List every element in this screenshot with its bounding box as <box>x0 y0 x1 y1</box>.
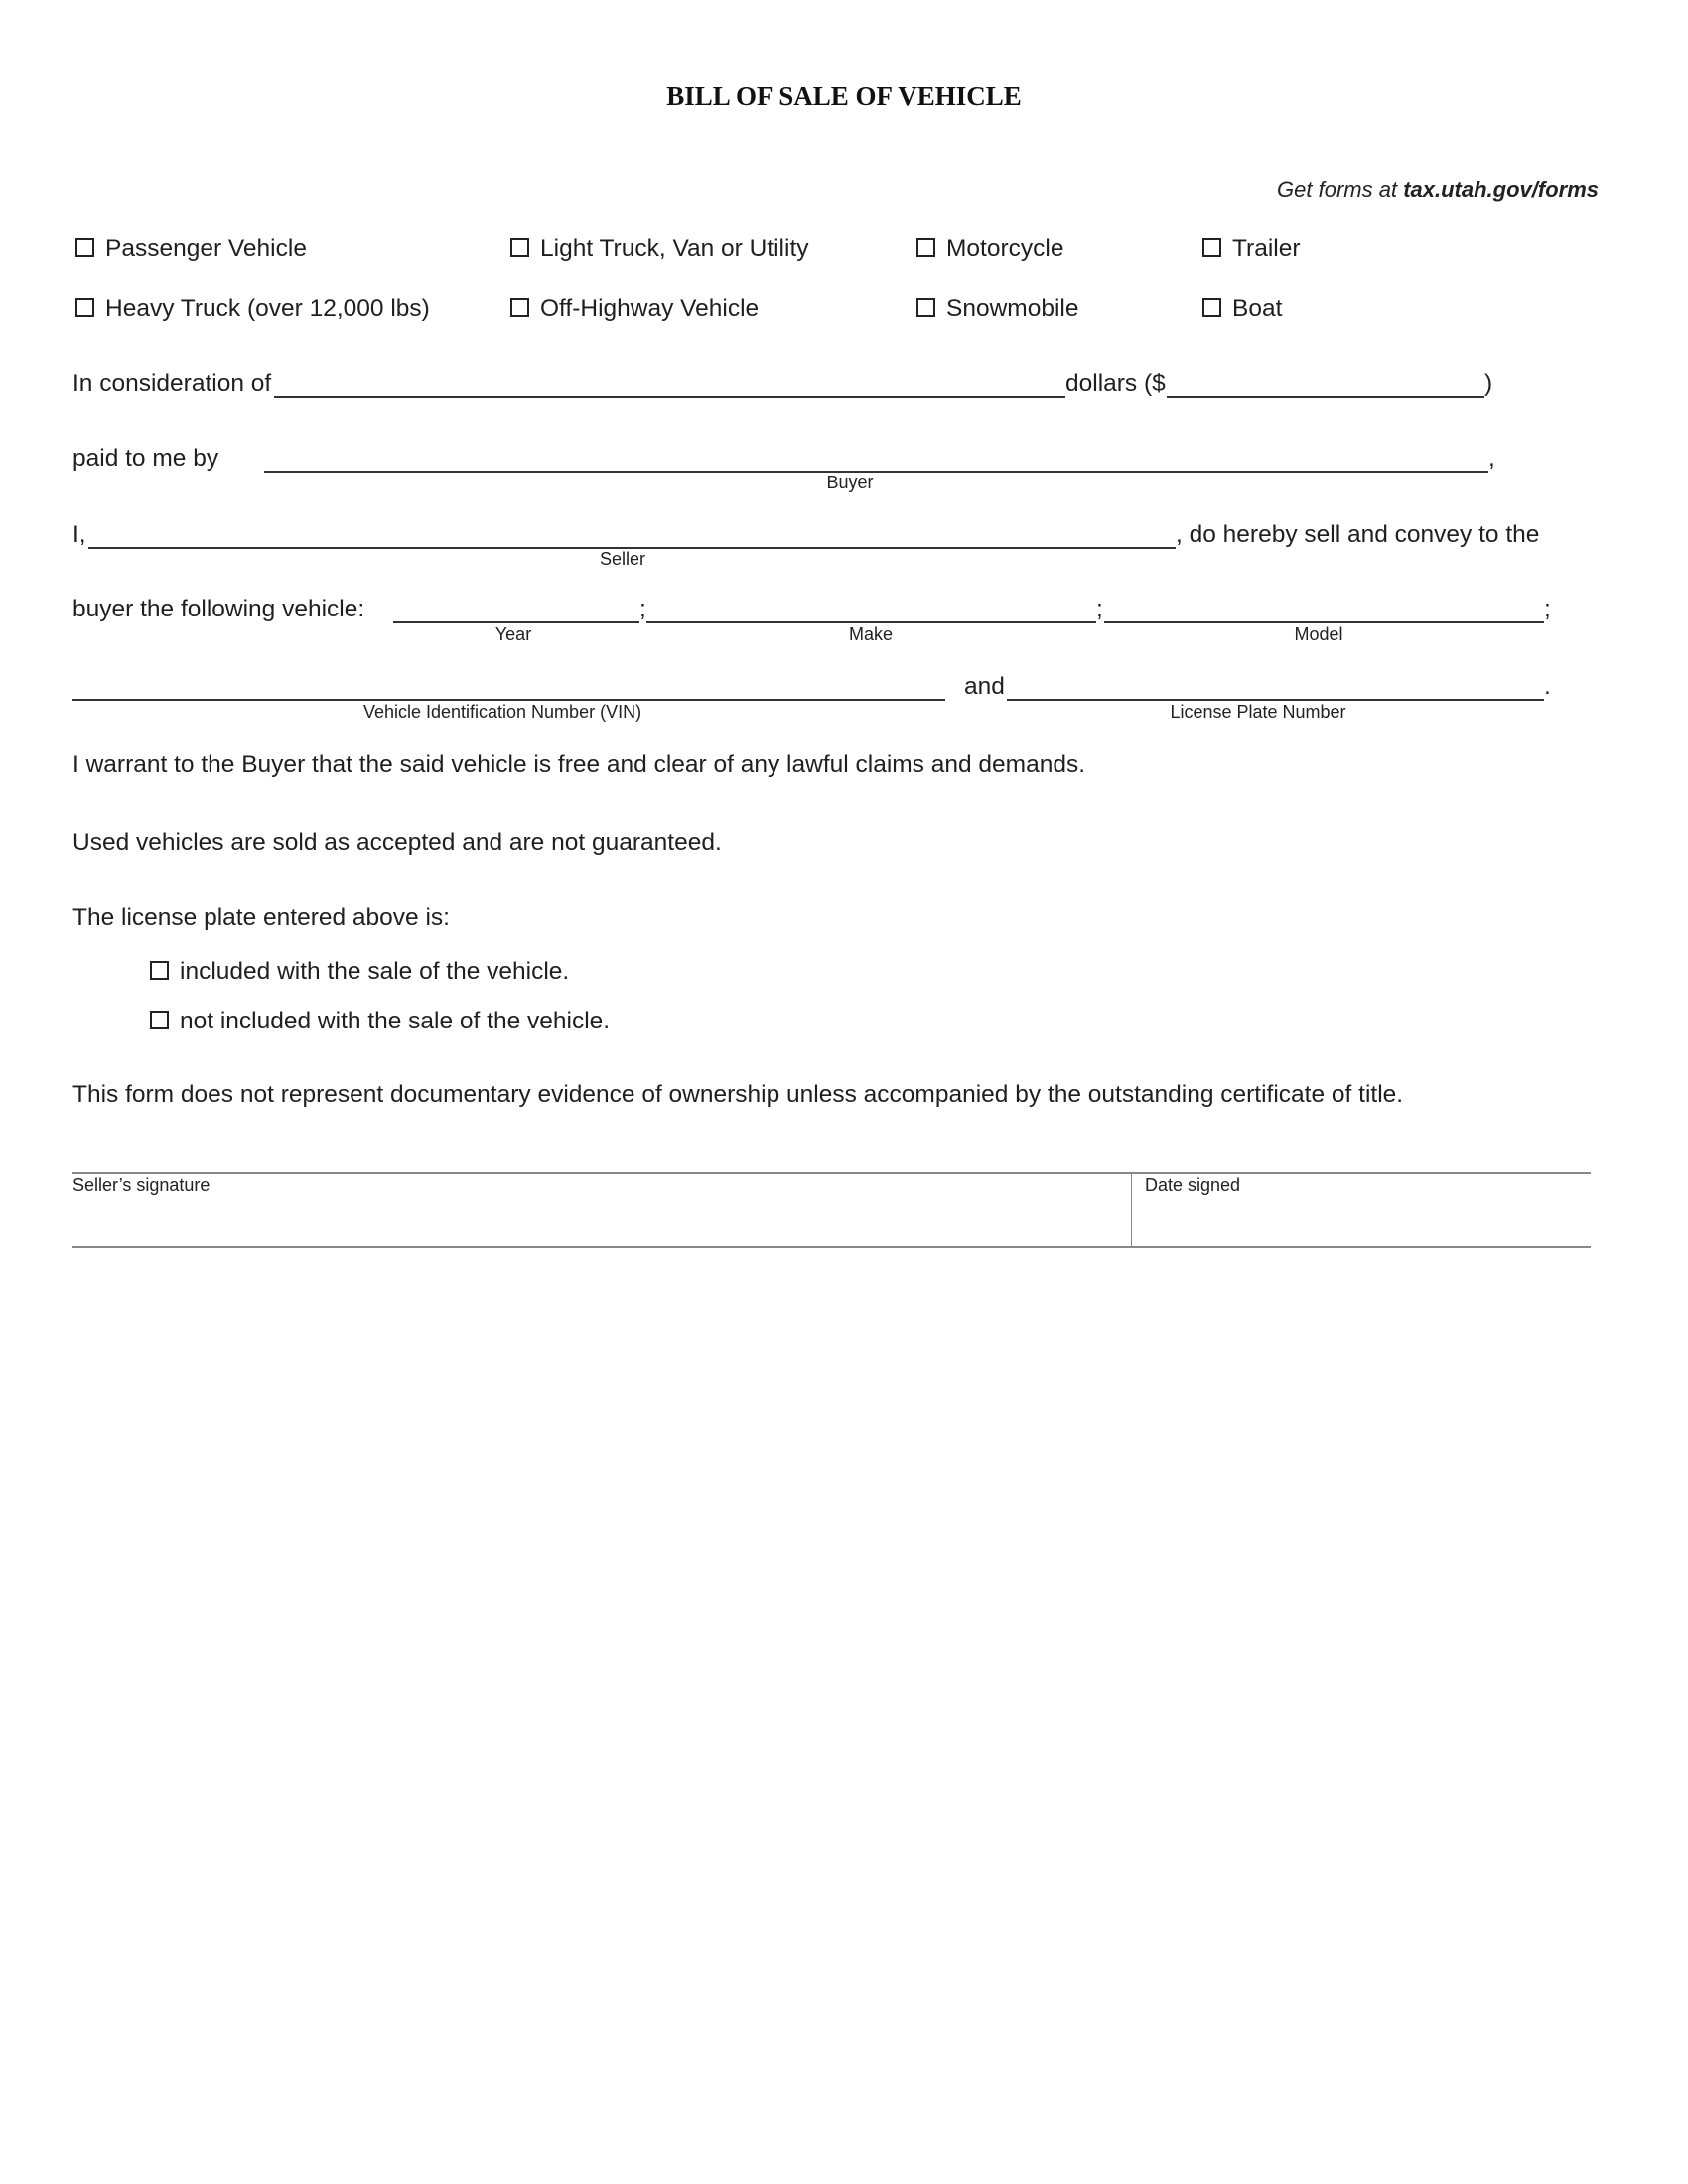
buyer-comma: , <box>1488 445 1495 472</box>
checkbox-icon[interactable] <box>75 238 94 257</box>
signature-divider <box>1131 1174 1132 1246</box>
convey-text: , do hereby sell and convey to the <box>1176 521 1540 548</box>
year-input[interactable] <box>393 593 643 624</box>
checkbox-label: Heavy Truck (over 12,000 lbs) <box>105 295 430 322</box>
seller-caption: Seller <box>599 549 646 569</box>
checkbox-icon[interactable] <box>1202 238 1221 257</box>
checkbox-passenger-vehicle[interactable] <box>75 235 307 263</box>
seller-signature-field[interactable] <box>72 1199 1129 1241</box>
buyer-caption: Buyer <box>826 473 874 492</box>
checkbox-trailer[interactable] <box>1202 235 1301 263</box>
checkbox-label: included with the sale of the vehicle. <box>180 958 570 985</box>
checkbox-label: Off-Highway Vehicle <box>540 295 760 322</box>
ownership-disclaimer: This form does not represent documentary evidence of ownership unless accompanied by the outstanding certificate of title. <box>72 1081 1404 1108</box>
date-signed-label: Date signed <box>1145 1175 1241 1195</box>
seller-prefix: I, <box>72 521 86 548</box>
make-caption: Make <box>848 624 893 644</box>
model-input[interactable] <box>1104 593 1548 624</box>
seller-signature-label: Seller’s signature <box>72 1175 211 1195</box>
seller-input[interactable] <box>88 518 1180 550</box>
license-plate-intro: The license plate entered above is: <box>72 904 450 931</box>
used-vehicle-statement: Used vehicles are sold as accepted and are not guaranteed. <box>72 829 722 856</box>
page-title: BILL OF SALE OF VEHICLE <box>666 81 1022 111</box>
license-plate-input[interactable] <box>1007 670 1548 702</box>
checkbox-motorcycle[interactable] <box>916 235 1063 263</box>
vin-caption: Vehicle Identification Number (VIN) <box>362 702 642 722</box>
checkbox-label: not included with the sale of the vehicle. <box>180 1008 611 1034</box>
checkbox-icon[interactable] <box>510 298 529 317</box>
checkbox-off-highway[interactable] <box>510 295 759 323</box>
close-paren: ) <box>1484 370 1493 397</box>
checkbox-plate-not-included[interactable] <box>150 1008 610 1035</box>
separator: ; <box>639 596 646 622</box>
period: . <box>1544 673 1551 700</box>
make-input[interactable] <box>646 593 1100 624</box>
checkbox-icon[interactable] <box>510 238 529 257</box>
checkbox-icon[interactable] <box>75 298 94 317</box>
separator: ; <box>1544 596 1551 622</box>
paid-by-label: paid to me by <box>72 445 219 472</box>
checkbox-icon[interactable] <box>150 1011 169 1029</box>
get-forms-prefix: Get forms at <box>1277 177 1404 202</box>
checkbox-label: Snowmobile <box>946 295 1079 322</box>
checkbox-plate-included[interactable] <box>150 958 569 986</box>
amount-number-input[interactable] <box>1167 367 1488 399</box>
model-caption: Model <box>1294 624 1343 644</box>
checkbox-light-truck[interactable] <box>510 235 809 263</box>
plate-caption: License Plate Number <box>1170 702 1346 722</box>
date-signed-field[interactable] <box>1137 1199 1588 1241</box>
checkbox-icon[interactable] <box>1202 298 1221 317</box>
dollars-label: dollars ($ <box>1065 370 1166 397</box>
checkbox-label: Light Truck, Van or Utility <box>540 235 809 262</box>
checkbox-label: Motorcycle <box>946 235 1064 262</box>
checkbox-icon[interactable] <box>916 298 935 317</box>
checkbox-icon[interactable] <box>916 238 935 257</box>
amount-words-input[interactable] <box>274 367 1069 399</box>
separator: ; <box>1096 596 1103 622</box>
checkbox-label: Passenger Vehicle <box>105 235 307 262</box>
following-vehicle-label: buyer the following vehicle: <box>72 596 365 622</box>
year-caption: Year <box>494 624 532 644</box>
checkbox-label: Boat <box>1232 295 1283 322</box>
checkbox-snowmobile[interactable] <box>916 295 1078 323</box>
buyer-input[interactable] <box>264 442 1492 474</box>
get-forms-link[interactable]: tax.utah.gov/forms <box>1403 177 1599 202</box>
checkbox-icon[interactable] <box>150 961 169 980</box>
warranty-statement: I warrant to the Buyer that the said vehicle is free and clear of any lawful claims and demands. <box>72 751 1086 778</box>
consideration-label: In consideration of <box>72 370 272 397</box>
get-forms-note <box>1277 177 1599 203</box>
vin-input[interactable] <box>72 670 949 702</box>
checkbox-boat[interactable] <box>1202 295 1282 323</box>
checkbox-label: Trailer <box>1232 235 1301 262</box>
checkbox-heavy-truck[interactable] <box>75 295 430 323</box>
and-text: and <box>964 673 1005 700</box>
